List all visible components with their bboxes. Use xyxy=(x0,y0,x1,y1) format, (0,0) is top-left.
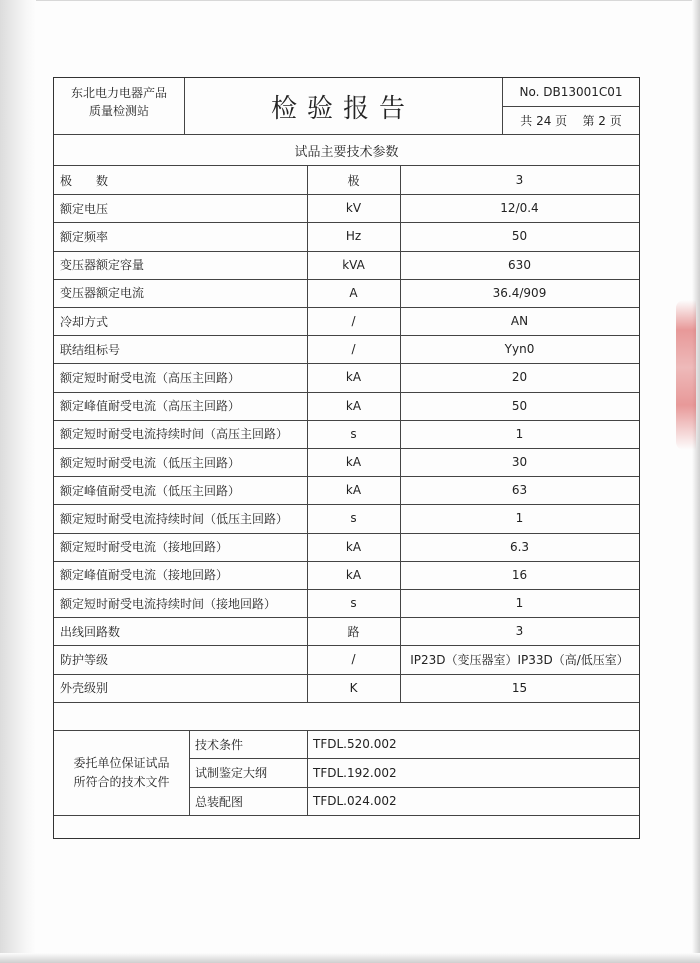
param-name: 额定短时耐受电流（低压主回路） xyxy=(60,455,241,470)
param-name: 额定电压 xyxy=(60,201,109,216)
param-value: 50 xyxy=(511,398,528,413)
param-unit: kA xyxy=(345,455,362,470)
param-value: 20 xyxy=(511,370,528,385)
report-title: 检验报告 xyxy=(270,93,415,124)
param-name: 额定频率 xyxy=(60,229,109,244)
param-unit: kVA xyxy=(342,257,365,272)
param-value: 1 xyxy=(515,596,524,611)
param-unit: s xyxy=(350,596,357,611)
param-unit: A xyxy=(349,285,358,300)
red-seal-edge xyxy=(676,300,696,450)
param-name: 出线回路数 xyxy=(60,624,121,639)
page-shadow-right xyxy=(692,0,700,963)
param-value: 63 xyxy=(511,483,528,498)
client-docs-label-line2: 所符合的技术文件 xyxy=(73,774,170,789)
param-unit: K xyxy=(349,680,358,695)
param-value: 6.3 xyxy=(509,539,530,554)
param-unit: s xyxy=(350,426,357,441)
docs-col-divider-1 xyxy=(189,730,190,816)
docs-col-divider-2 xyxy=(307,730,308,816)
param-unit: kA xyxy=(345,370,362,385)
param-col-divider-1 xyxy=(307,166,308,702)
param-unit: s xyxy=(350,511,357,526)
report-table xyxy=(53,77,640,839)
param-value: 630 xyxy=(508,257,531,272)
param-value: 3 xyxy=(515,173,524,188)
client-docs-label xyxy=(54,730,189,816)
param-unit: / xyxy=(351,314,356,329)
doc-name: 技术条件 xyxy=(195,737,244,752)
param-name: 额定短时耐受电流（接地回路） xyxy=(60,540,229,555)
param-unit: Hz xyxy=(345,229,362,244)
param-value: 36.4/909 xyxy=(492,285,547,300)
param-name: 额定短时耐受电流（高压主回路） xyxy=(60,370,241,385)
param-value: 1 xyxy=(515,426,524,441)
param-value: 1 xyxy=(515,511,524,526)
param-value: 12/0.4 xyxy=(500,201,539,216)
param-name: 额定峰值耐受电流（接地回路） xyxy=(60,568,229,583)
param-value: AN xyxy=(510,314,529,329)
param-unit: kA xyxy=(345,483,362,498)
report-number: No. DB13001C01 xyxy=(519,85,623,99)
doc-name: 试制鉴定大纲 xyxy=(195,766,268,781)
param-name: 联结组标号 xyxy=(60,342,121,357)
param-unit: / xyxy=(351,342,356,357)
param-value: 30 xyxy=(511,455,528,470)
param-name: 额定短时耐受电流持续时间（接地回路） xyxy=(60,596,277,611)
param-unit: kV xyxy=(345,201,362,216)
param-name: 极 数 xyxy=(60,173,109,188)
param-name: 额定短时耐受电流持续时间（高压主回路） xyxy=(60,427,289,442)
doc-code: TFDL.192.002 xyxy=(313,765,397,780)
param-unit: 极 xyxy=(347,173,360,188)
page-shadow-left xyxy=(0,0,36,963)
param-value: IP23D（变压器室）IP33D（高/低压室） xyxy=(410,652,629,667)
param-unit: 路 xyxy=(347,624,360,639)
param-name: 冷却方式 xyxy=(60,314,109,329)
org-name xyxy=(54,78,184,134)
page-shadow-bottom xyxy=(0,953,700,963)
client-docs-label-line1: 委托单位保证试品 xyxy=(73,755,170,770)
param-col-divider-2 xyxy=(400,166,401,702)
param-name: 额定短时耐受电流持续时间（低压主回路） xyxy=(60,511,289,526)
page-count: 共 24 页 第 2 页 xyxy=(520,114,622,128)
param-name: 额定峰值耐受电流（高压主回路） xyxy=(60,399,241,414)
org-name-line2: 质量检测站 xyxy=(88,104,149,118)
param-name: 变压器额定容量 xyxy=(60,258,145,273)
param-unit: kA xyxy=(345,539,362,554)
param-name: 变压器额定电流 xyxy=(60,286,145,301)
param-value: Yyn0 xyxy=(504,342,535,357)
param-unit: kA xyxy=(345,398,362,413)
param-unit: kA xyxy=(345,567,362,582)
param-name: 额定峰值耐受电流（低压主回路） xyxy=(60,483,241,498)
row-line xyxy=(54,702,639,703)
docs-bottom-line xyxy=(54,815,639,816)
org-name-line1: 东北电力电器产品 xyxy=(70,86,167,100)
param-unit: / xyxy=(351,652,356,667)
param-name: 外壳级别 xyxy=(60,681,109,696)
param-value: 50 xyxy=(511,229,528,244)
section-title: 试品主要技术参数 xyxy=(294,144,399,160)
doc-name: 总装配图 xyxy=(195,794,244,809)
param-value: 3 xyxy=(515,624,524,639)
doc-code: TFDL.024.002 xyxy=(313,794,397,809)
param-value: 16 xyxy=(511,567,528,582)
param-value: 15 xyxy=(511,680,528,695)
param-name: 防护等级 xyxy=(60,652,109,667)
doc-code: TFDL.520.002 xyxy=(313,737,397,752)
